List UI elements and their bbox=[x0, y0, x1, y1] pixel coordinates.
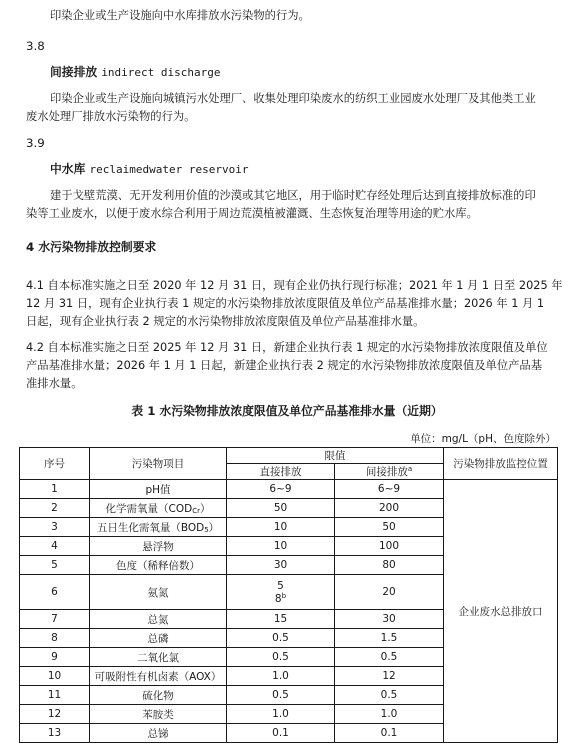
cell-no: 5 bbox=[20, 556, 90, 575]
pollutant-name-end: ） bbox=[199, 502, 211, 515]
cell-indirect: 12 bbox=[335, 667, 444, 686]
definition-3-8-line-2: 废水处理厂排放水污染物的行为。 bbox=[26, 110, 196, 123]
direct-value: 30 bbox=[273, 559, 288, 571]
clause-4-2-line-3: 准排水量。 bbox=[26, 377, 83, 390]
term-3-9-zh: 中水库 bbox=[50, 162, 86, 176]
cell-direct bbox=[227, 648, 335, 667]
cell-indirect: 1.5 bbox=[335, 629, 444, 648]
cell-item bbox=[90, 667, 227, 686]
cell-monitor-location: 企业废水总排放口 bbox=[444, 480, 558, 743]
cell-item bbox=[90, 610, 227, 629]
cell-no: 3 bbox=[20, 518, 90, 537]
cell-no: 6 bbox=[20, 575, 90, 610]
header-no: 序号 bbox=[20, 448, 90, 480]
paragraph-3-7-tail: 印染企业或生产设施向中水库排放水污染物的行为。 bbox=[50, 9, 310, 22]
cell-item bbox=[90, 518, 227, 537]
cell-indirect: 20 bbox=[335, 575, 444, 610]
cell-direct bbox=[227, 518, 335, 537]
cell-no: 11 bbox=[20, 686, 90, 705]
pollutant-name: 苯胺类 bbox=[142, 708, 174, 721]
table-unit-note: 单位：mg/L（pH、色度除外） bbox=[410, 433, 556, 445]
cell-indirect: 100 bbox=[335, 537, 444, 556]
cell-direct bbox=[227, 705, 335, 724]
cell-item bbox=[90, 629, 227, 648]
footnote-mark-b: b bbox=[281, 591, 287, 600]
cell-no: 1 bbox=[20, 480, 90, 499]
cell-no: 7 bbox=[20, 610, 90, 629]
pollutant-name: 总锑 bbox=[147, 727, 169, 740]
pollutant-name: 硫化物 bbox=[142, 689, 174, 702]
section-3-8-number: 3.8 bbox=[26, 39, 45, 53]
table-caption: 表 1 水污染物排放浓度限值及单位产品基准排水量（近期） bbox=[131, 404, 443, 418]
pollutant-subscript: 5 bbox=[204, 525, 209, 534]
cell-direct bbox=[227, 667, 335, 686]
cell-indirect: 50 bbox=[335, 518, 444, 537]
pollutant-limits-table bbox=[19, 447, 558, 743]
pollutant-name: 悬浮物 bbox=[142, 540, 174, 553]
cell-item bbox=[90, 480, 227, 499]
clause-4-1-line-1: 4.1 自本标准实施之日至 2020 年 12 月 31 日，现有企业仍执行现行标准；2021 年 1 月 1 日至 2025 年 bbox=[26, 279, 563, 292]
term-3-8-zh: 间接排放 bbox=[50, 65, 98, 79]
cell-item bbox=[90, 537, 227, 556]
direct-value: 1.0 bbox=[272, 670, 289, 682]
section-3-9-number: 3.9 bbox=[26, 136, 45, 150]
pollutant-name: 总氮 bbox=[147, 613, 169, 626]
direct-value-alt: 8 bbox=[274, 592, 282, 605]
section-4-heading: 4 水污染物排放控制要求 bbox=[26, 240, 157, 254]
cell-item bbox=[90, 705, 227, 724]
pollutant-name: 色度（稀释倍数） bbox=[116, 559, 200, 572]
cell-item bbox=[90, 499, 227, 518]
definition-3-9-line-1: 建于戈壁荒漠、无开发利用价值的沙漠或其它地区，用于临时贮存经处理后达到直接排放标准的印 bbox=[50, 189, 536, 202]
clause-4-2-line-1: 4.2 自本标准实施之日至 2025 年 12 月 31 日，新建企业执行表 1 规定的水污染物排放浓度限值及单位 bbox=[26, 341, 548, 354]
direct-value: 50 bbox=[273, 502, 288, 514]
pollutant-name: 五日生化需氧量（BOD bbox=[96, 521, 205, 534]
direct-value: 10 bbox=[273, 540, 288, 552]
direct-value: 6~9 bbox=[269, 483, 292, 495]
cell-direct bbox=[227, 686, 335, 705]
footnote-mark-a: a bbox=[407, 465, 413, 473]
table-row bbox=[20, 480, 558, 499]
term-3-8-en: indirect discharge bbox=[101, 66, 221, 79]
cell-indirect: 0.5 bbox=[335, 686, 444, 705]
header-indirect bbox=[335, 464, 444, 480]
cell-no: 10 bbox=[20, 667, 90, 686]
direct-value: 0.1 bbox=[272, 727, 289, 739]
cell-no: 12 bbox=[20, 705, 90, 724]
header-item: 污染物项目 bbox=[90, 448, 227, 480]
cell-direct bbox=[227, 724, 335, 743]
cell-item bbox=[90, 686, 227, 705]
cell-direct bbox=[227, 480, 335, 499]
cell-no: 2 bbox=[20, 499, 90, 518]
direct-value: 0.5 bbox=[272, 632, 289, 644]
direct-value: 5 bbox=[277, 579, 284, 592]
cell-item bbox=[90, 724, 227, 743]
header-indirect-label: 间接排放 bbox=[365, 466, 408, 478]
pollutant-name: 氨氮 bbox=[147, 586, 169, 599]
clause-4-2-line-2: 产品基准排水量；2026 年 1 月 1 日起，新建企业执行表 2 规定的水污染物排放浓度限值及单位产品基 bbox=[26, 359, 543, 372]
cell-direct bbox=[227, 629, 335, 648]
pollutant-name: 化学需氧量（COD bbox=[105, 502, 193, 515]
direct-value: 0.5 bbox=[272, 689, 289, 701]
cell-item bbox=[90, 556, 227, 575]
cell-indirect: 0.1 bbox=[335, 724, 444, 743]
cell-indirect: 30 bbox=[335, 610, 444, 629]
pollutant-name: 二氧化氯 bbox=[137, 651, 179, 664]
cell-no: 4 bbox=[20, 537, 90, 556]
cell-direct bbox=[227, 610, 335, 629]
cell-direct bbox=[227, 575, 335, 610]
header-direct: 直接排放 bbox=[227, 464, 335, 480]
term-3-9-en: reclaimedwater reservoir bbox=[89, 163, 249, 176]
cell-direct bbox=[227, 499, 335, 518]
clause-4-1-line-3: 日起，现有企业执行表 2 规定的水污染物排放浓度限值及单位产品基准排水量。 bbox=[26, 315, 425, 328]
cell-indirect: 200 bbox=[335, 499, 444, 518]
header-location: 污染物排放监控位置 bbox=[444, 448, 558, 480]
cell-indirect: 1.0 bbox=[335, 705, 444, 724]
pollutant-name: pH值 bbox=[145, 483, 171, 496]
header-limit: 限值 bbox=[227, 448, 444, 464]
direct-value: 15 bbox=[273, 613, 288, 625]
direct-value: 1.0 bbox=[272, 708, 289, 720]
cell-no: 8 bbox=[20, 629, 90, 648]
clause-4-1-line-2: 12 月 31 日，现有企业执行表 1 规定的水污染物排放浓度限值及单位产品基准排水量；2026 年 1 月 1 bbox=[26, 297, 545, 310]
cell-indirect: 6~9 bbox=[335, 480, 444, 499]
cell-no: 13 bbox=[20, 724, 90, 743]
pollutant-subscript: Cr bbox=[192, 506, 200, 515]
term-3-8 bbox=[50, 65, 221, 80]
pollutant-name: 可吸附性有机卤素（AOX） bbox=[94, 670, 222, 683]
definition-3-9-line-2: 染等工业废水，以便于废水综合利用于周边荒漠植被灌溉、生态恢复治理等用途的贮水库。 bbox=[26, 207, 478, 220]
definition-3-8-line-1: 印染企业或生产设施向城镇污水处理厂、收集处理印染废水的纺织工业园废水处理厂及其他类工业 bbox=[50, 92, 536, 105]
pollutant-name: 总磷 bbox=[147, 632, 169, 645]
cell-item bbox=[90, 575, 227, 610]
direct-value: 0.5 bbox=[272, 651, 289, 663]
cell-indirect: 0.5 bbox=[335, 648, 444, 667]
cell-direct bbox=[227, 556, 335, 575]
direct-value: 10 bbox=[273, 521, 288, 533]
cell-direct bbox=[227, 537, 335, 556]
cell-indirect: 80 bbox=[335, 556, 444, 575]
term-3-9 bbox=[50, 162, 248, 177]
cell-no: 9 bbox=[20, 648, 90, 667]
cell-item bbox=[90, 648, 227, 667]
pollutant-name-end: ） bbox=[208, 521, 220, 534]
